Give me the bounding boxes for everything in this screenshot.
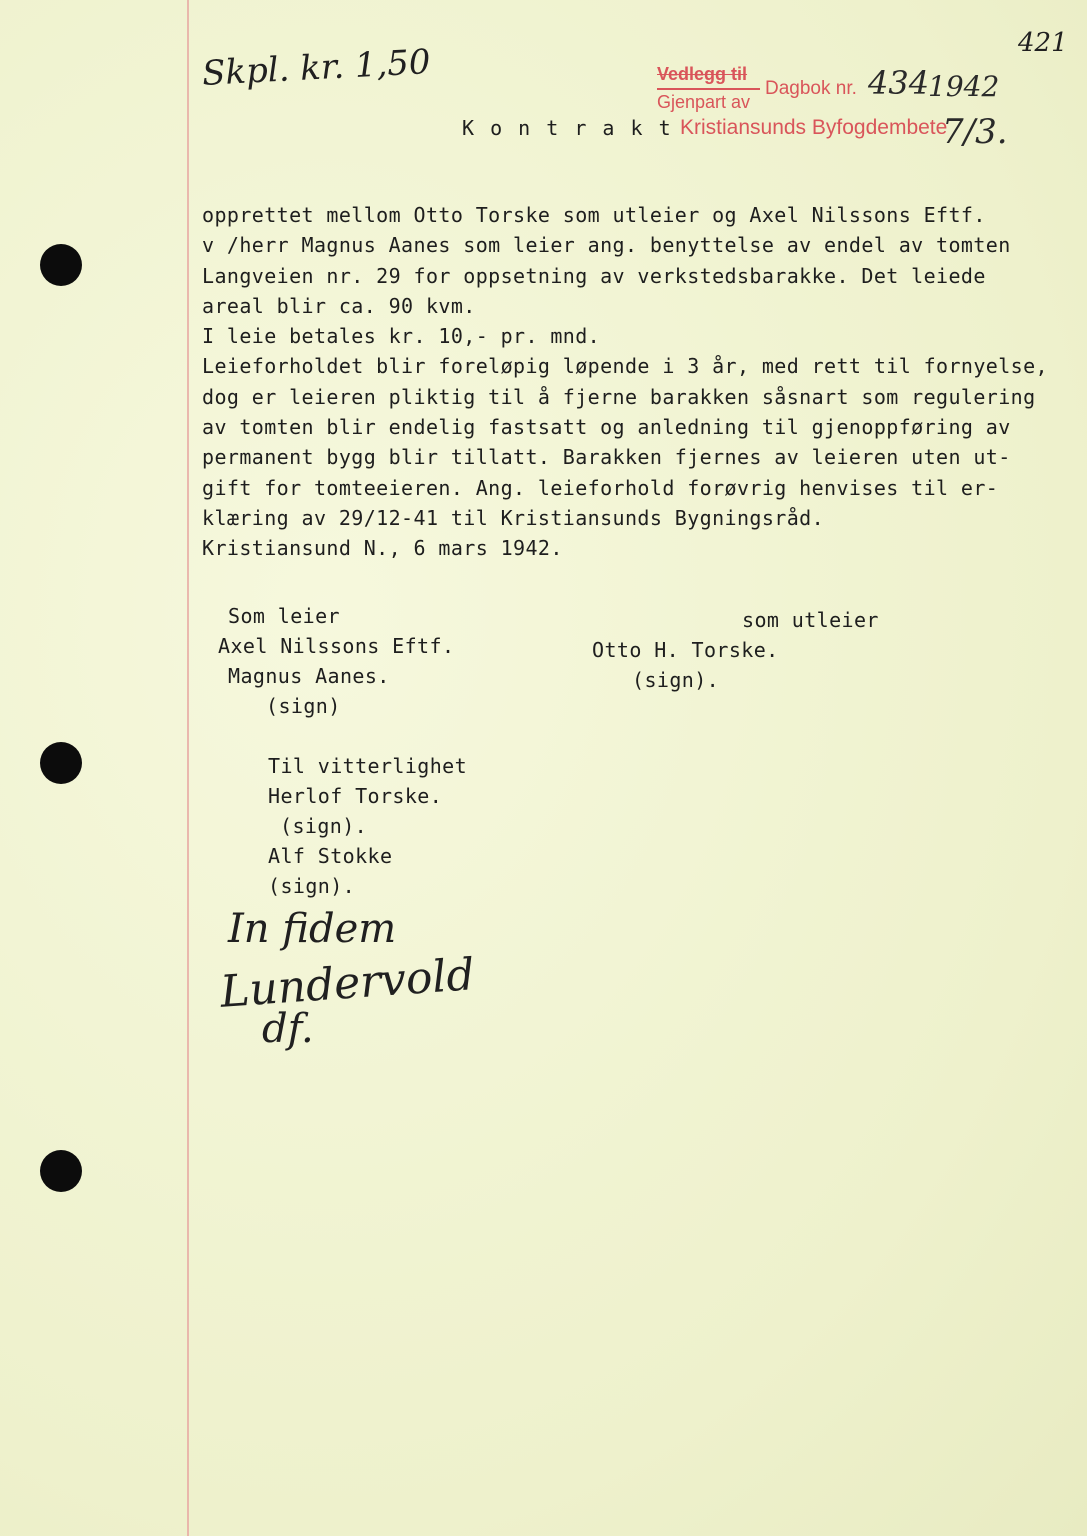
stamp-struck-text: Vedlegg til [657,64,748,84]
body-line: v /herr Magnus Aanes som leier ang. benyttelse av endel av tomten [202,233,1011,258]
page-number: 421 [1018,28,1068,58]
attestation-initials: df. [262,1006,314,1052]
stamp-date: 7/3. [942,112,1008,152]
witness-sign-1: (sign). [280,814,368,838]
witness-sign-2: (sign). [268,874,356,898]
lessor-role: som utleier [742,608,879,632]
witness-name-1: Herlof Torske. [268,784,443,808]
stamp-underline [657,88,760,90]
punch-hole [40,742,82,784]
contract-body [202,200,1048,564]
body-line: opprettet mellom Otto Torske som utleier og Axel Nilssons Eftf. [202,203,986,227]
stamp-dagbok-label: Dagbok nr. [765,78,857,99]
lessee-name: Magnus Aanes. [228,664,390,688]
witness-heading: Til vitterlighet [268,754,468,778]
lessor-name: Otto H. Torske. [592,638,779,662]
lessee-signature-block [218,601,454,721]
body-line: av tomten blir endelig fastsatt og anledning til gjenoppføring av [202,415,1011,440]
witness-block [268,751,467,901]
document-title: K o n t r a k t [462,116,673,140]
skpl-note: Skpl. kr. 1,50 [201,42,432,94]
body-line: gift for tomteeieren. Ang. leieforhold forøvrig henvises til er- [202,475,999,500]
body-line: I leie betales kr. 10,- pr. mnd. [202,324,601,349]
margin-line [187,0,189,1536]
lessor-signature-block [592,605,879,695]
body-line: Kristiansund N., 6 mars 1942. [202,536,563,561]
lessee-sign: (sign) [266,694,341,718]
lessee-company: Axel Nilssons Eftf. [218,634,455,658]
witness-name-2: Alf Stokke [268,844,393,868]
stamp-dagbok-number: 434 [868,64,930,102]
body-line: permanent bygg blir tillatt. Barakken fjernes av leieren uten ut- [202,445,1011,470]
stamp-year: 1942 [928,70,1000,103]
body-line: dog er leieren pliktig til å fjerne barakken såsnart som regulering [202,384,1036,409]
attestation-line-1: In fidem [228,906,397,952]
body-line: areal blir ca. 90 kvm. [202,293,476,318]
body-line: Langveien nr. 29 for oppsetning av verkstedsbarakke. Det leiede [202,263,986,288]
body-line: klæring av 29/12-41 til Kristiansunds Bygningsråd. [202,505,825,530]
punch-hole [40,244,82,286]
body-line: Leieforholdet blir foreløpig løpende i 3 år, med rett til fornyelse, [202,354,1048,379]
punch-hole [40,1150,82,1192]
attestation-signature: Lundervold [218,949,477,1018]
stamp-office: Kristiansunds Byfogdembete [680,116,948,139]
stamp-gjenpart: Gjenpart av [657,92,751,112]
lessee-role: Som leier [228,604,340,628]
lessor-sign: (sign). [632,668,720,692]
